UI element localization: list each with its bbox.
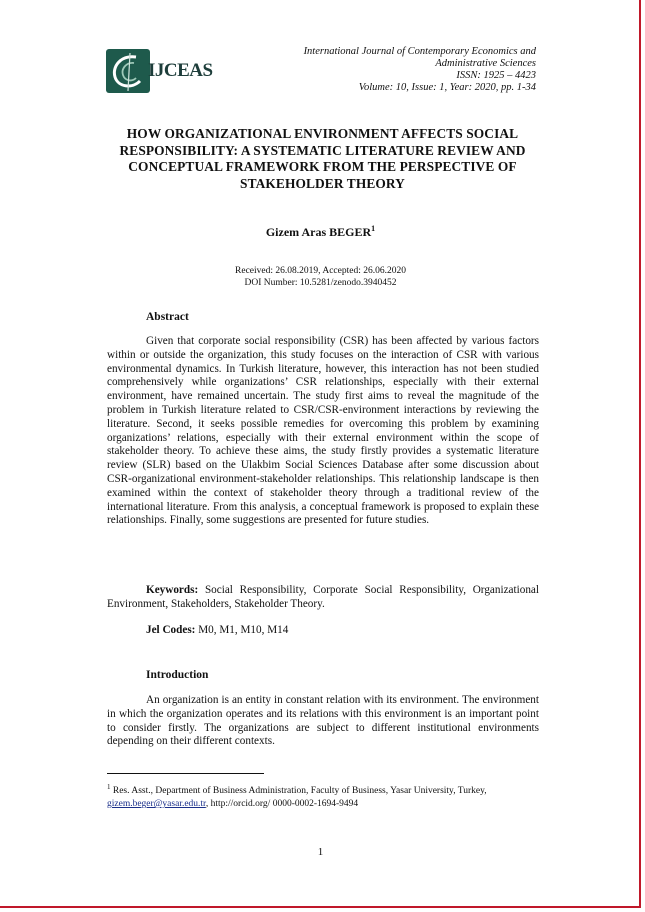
author xyxy=(0,224,641,240)
journal-info xyxy=(236,46,536,94)
footnote xyxy=(107,781,539,811)
footnote-mark: 1 xyxy=(107,783,111,791)
journal-logo xyxy=(106,46,218,98)
author-footnote-mark: 1 xyxy=(371,224,376,233)
abstract-heading: Abstract xyxy=(146,311,189,323)
journal-issn: ISSN: 1925 – 4423 xyxy=(456,70,536,81)
footnote-orcid: , http://orcid.org/ 0000-0002-1694-9494 xyxy=(205,799,359,810)
jel-text: M0, M1, M10, M14 xyxy=(198,624,289,636)
keywords-text: Social Responsibility, Corporate Social Responsibility, Organizational Environment, Stakeholders, Stakeholder Theory. xyxy=(107,584,539,610)
abstract-text: Given that corporate social responsibility (CSR) has been affected by various factors within or outside the organization, this study focuses on the interaction of CSR with various environmental dynamics. In Turkish literature, however, this interaction has not been studied comprehensively while organizations’ CSR relationships, especially with their external environment, have remained uncertain. The study first aims to reveal the magnitude of the problem in Turkish literature related to CSR/CSR-environment interactions by reviewing the literature. Second, it seeks possible remedies for overcoming this problem by examining organizations’ relations, especially with their external environment within the scope of stakeholder theory. To achieve these aims, the study firstly provides a systematic literature review (SLR) based on the Ulakbim Social Sciences Database after some discussion about CSR-organizational environment-stakeholder relationships. This relationship landscape is then examined within the context of stakeholder theory through a traditional review of the international literature. From this analysis, a conceptual framework is proposed to explain these relationships. Finally, some suggestions are presented for future studies. xyxy=(107,335,539,527)
footnote-email-link[interactable]: gizem.beger@yasar.edu.tr xyxy=(107,799,206,810)
received-accepted: Received: 26.08.2019, Accepted: 26.06.2020 xyxy=(235,266,406,276)
introduction-text: An organization is an entity in constant relation with its environment. The environment in which the organization operates and its relations with this environment is an important point to consider firstly. The organizations are subject to different institutional environments depending on their different contexts. xyxy=(107,694,539,748)
footnote-divider xyxy=(107,773,264,774)
logo-badge-icon xyxy=(106,49,150,93)
footnote-text: Res. Asst., Department of Business Administration, Faculty of Business, Yasar University, Turkey, xyxy=(112,786,487,797)
journal-volume: Volume: 10, Issue: 1, Year: 2020, pp. 1-34 xyxy=(358,82,536,93)
paper-title: HOW ORGANIZATIONAL ENVIRONMENT AFFECTS SOCIAL RESPONSIBILITY: A SYSTEMATIC LITERATURE REVIEW AND CONCEPTUAL FRAMEWORK FROM THE PERSPECTIVE OF STAKEHOLDER THEORY xyxy=(119,126,526,191)
journal-name-line1: International Journal of Contemporary Economics and xyxy=(303,46,536,57)
keywords-label: Keywords: xyxy=(146,584,199,596)
introduction-heading: Introduction xyxy=(146,669,209,681)
doi-number: DOI Number: 10.5281/zenodo.3940452 xyxy=(244,277,397,288)
logo-text: IJCEAS xyxy=(148,60,213,81)
jel-codes xyxy=(107,624,539,638)
page-number: 1 xyxy=(317,846,324,858)
keywords xyxy=(107,584,539,612)
author-name: Gizem Aras BEGER xyxy=(265,225,372,239)
jel-label: Jel Codes: xyxy=(146,624,196,636)
publication-dates xyxy=(0,266,641,289)
journal-name-line2: Administrative Sciences xyxy=(435,58,536,69)
